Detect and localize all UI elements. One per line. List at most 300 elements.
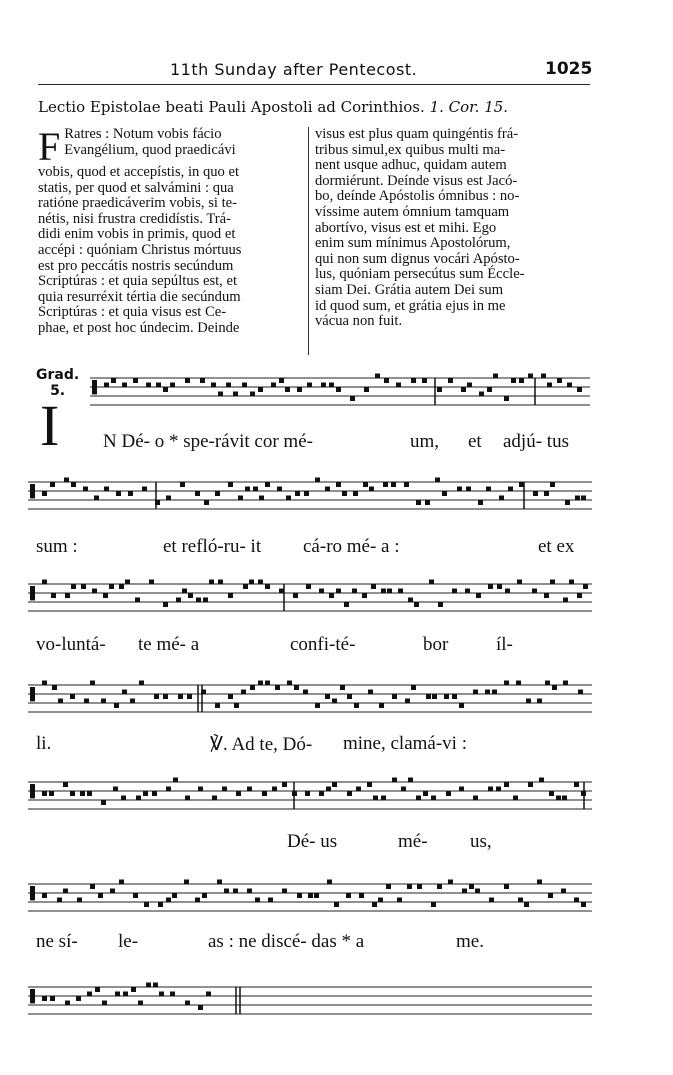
neume-icon: [397, 898, 402, 903]
neume-icon: [583, 584, 588, 589]
epistle-line: accépi : quóniam Christus mórtuus: [38, 241, 242, 258]
neume-icon: [315, 478, 320, 483]
neume-icon: [563, 681, 568, 686]
neume-icon: [250, 685, 255, 690]
neume-icon: [478, 500, 483, 505]
neume-icon: [65, 1001, 70, 1006]
neume-icon: [504, 782, 509, 787]
neume-icon: [488, 787, 493, 792]
lyric-syllables: sum :: [36, 536, 78, 557]
neume-icon: [544, 491, 549, 496]
neume-icon: [329, 593, 334, 598]
neume-icon: [49, 791, 54, 796]
header-rule: [38, 84, 590, 85]
neume-icon: [517, 580, 522, 585]
lyric-syllables: mé-: [398, 831, 428, 852]
neume-icon: [362, 593, 367, 598]
lyric-syllables: íl-: [496, 634, 513, 655]
epistle-line: Scriptúras : et quia visus est Ce-: [38, 304, 227, 321]
neume-icon: [138, 1001, 143, 1006]
neume-icon: [375, 374, 380, 379]
neume-icon: [128, 491, 133, 496]
neume-icon: [92, 589, 97, 594]
epistle-line: didi enim vobis in primis, quod et: [38, 226, 236, 243]
neume-icon: [212, 796, 217, 801]
neume-icon: [513, 796, 518, 801]
neume-icon: [159, 992, 164, 997]
epistle-line: nent usque adhuc, quidam autem: [315, 157, 507, 174]
neume-icon: [87, 992, 92, 997]
neume-icon: [202, 893, 207, 898]
neume-icon: [173, 778, 178, 783]
neume-icon: [340, 685, 345, 690]
epistle-line: Evangélium, quod praedicávi: [64, 141, 236, 158]
neume-icon: [170, 992, 175, 997]
neume-icon: [306, 584, 311, 589]
staff-svg: [28, 874, 592, 934]
page-number: 1025: [545, 59, 593, 79]
neume-icon: [396, 383, 401, 388]
neume-icon: [319, 589, 324, 594]
neume-icon: [392, 694, 397, 699]
epistle-line: vobis, quod et accepístis, in quo et: [38, 164, 240, 180]
neume-icon: [378, 898, 383, 903]
drop-capital: F: [38, 124, 61, 169]
staff-svg: [28, 977, 592, 1037]
epistle-line: tribus simul,ex quibus multi ma-: [315, 141, 506, 158]
neume-icon: [552, 685, 557, 690]
epistle-line: víssime autem ómnium tamquam: [315, 203, 510, 220]
neume-icon: [63, 782, 68, 787]
neume-icon: [125, 580, 130, 585]
neume-icon: [497, 584, 502, 589]
neume-icon: [493, 374, 498, 379]
neume-icon: [115, 992, 120, 997]
neume-icon: [52, 685, 57, 690]
neume-icon: [459, 787, 464, 792]
neume-icon: [549, 791, 554, 796]
neume-icon: [562, 796, 567, 801]
neume-icon: [77, 898, 82, 903]
lyric-syllables: bor: [423, 634, 449, 655]
neume-icon: [111, 378, 116, 383]
neume-icon: [146, 383, 151, 388]
neume-icon: [133, 378, 138, 383]
neume-icon: [133, 893, 138, 898]
gradual-mode: 5.: [50, 383, 66, 399]
neume-icon: [154, 694, 159, 699]
epistle-line: est pro peccátis nostris secúndum: [38, 257, 234, 274]
neume-icon: [156, 383, 161, 388]
neume-icon: [550, 580, 555, 585]
neume-icon: [101, 800, 106, 805]
clef-icon: [30, 586, 35, 600]
neume-icon: [423, 791, 428, 796]
neume-icon: [228, 482, 233, 487]
neume-icon: [201, 690, 206, 695]
neume-icon: [119, 584, 124, 589]
neume-icon: [265, 584, 270, 589]
neume-icon: [166, 496, 171, 501]
neume-icon: [408, 778, 413, 783]
neume-icon: [228, 694, 233, 699]
neume-icon: [198, 1005, 203, 1010]
neume-icon: [407, 884, 412, 889]
neume-icon: [293, 593, 298, 598]
lyric-syllables: et refló-ru- it: [163, 536, 262, 557]
epistle-line: Scriptúras : et quia sepúltus est, et: [38, 273, 238, 290]
neume-icon: [577, 593, 582, 598]
neume-icon: [294, 685, 299, 690]
neume-icon: [569, 580, 574, 585]
neume-icon: [70, 791, 75, 796]
running-title: 11th Sunday after Pentecost.: [170, 60, 418, 79]
clef-icon: [30, 886, 35, 900]
neume-icon: [119, 880, 124, 885]
neume-icon: [198, 787, 203, 792]
neume-icon: [228, 593, 233, 598]
neume-icon: [367, 782, 372, 787]
neume-icon: [243, 584, 248, 589]
neume-icon: [307, 383, 312, 388]
neume-icon: [258, 580, 263, 585]
neume-icon: [325, 487, 330, 492]
neume-icon: [392, 778, 397, 783]
neume-icon: [473, 690, 478, 695]
neume-icon: [567, 383, 572, 388]
neume-icon: [297, 893, 302, 898]
neume-icon: [282, 889, 287, 894]
neume-icon: [369, 487, 374, 492]
neume-icon: [518, 898, 523, 903]
lyric-syllables: et: [468, 431, 482, 452]
chant-staff: [28, 675, 592, 735]
neume-icon: [143, 791, 148, 796]
neume-icon: [286, 496, 291, 501]
neume-icon: [563, 598, 568, 603]
neume-icon: [347, 791, 352, 796]
neume-icon: [499, 496, 504, 501]
chant-staff: [28, 977, 592, 1037]
neume-icon: [258, 387, 263, 392]
neume-icon: [146, 983, 151, 988]
lyric-syllables: vo-luntá-: [36, 634, 106, 655]
neume-icon: [135, 598, 140, 603]
neume-icon: [247, 889, 252, 894]
neume-icon: [103, 593, 108, 598]
neume-icon: [122, 383, 127, 388]
neume-icon: [195, 491, 200, 496]
neume-icon: [163, 602, 168, 607]
epistle-line: nétis, nisi frustra credidístis. Trá-: [38, 210, 231, 227]
neume-icon: [319, 791, 324, 796]
neume-icon: [259, 496, 264, 501]
neume-icon: [94, 496, 99, 501]
neume-icon: [581, 496, 586, 501]
neume-icon: [416, 796, 421, 801]
neume-icon: [416, 500, 421, 505]
neume-icon: [344, 602, 349, 607]
neume-icon: [113, 787, 118, 792]
neume-icon: [236, 791, 241, 796]
neume-icon: [557, 378, 562, 383]
neume-icon: [437, 884, 442, 889]
neume-icon: [411, 685, 416, 690]
neume-icon: [42, 996, 47, 1001]
neume-icon: [504, 681, 509, 686]
neume-icon: [359, 893, 364, 898]
neume-icon: [206, 992, 211, 997]
neume-icon: [444, 694, 449, 699]
neume-icon: [381, 589, 386, 594]
neume-icon: [326, 787, 331, 792]
neume-icon: [565, 500, 570, 505]
neume-icon: [452, 589, 457, 594]
neume-icon: [285, 387, 290, 392]
neume-icon: [404, 482, 409, 487]
neume-icon: [479, 392, 484, 397]
neume-icon: [50, 482, 55, 487]
neume-icon: [574, 782, 579, 787]
neume-icon: [387, 589, 392, 594]
neume-icon: [152, 791, 157, 796]
epistle-line: bo, deínde Apóstolis ómnibus : no-: [315, 188, 520, 205]
neume-icon: [516, 681, 521, 686]
neume-icon: [425, 500, 430, 505]
neume-icon: [577, 387, 582, 392]
neume-icon: [511, 378, 516, 383]
neume-icon: [332, 699, 337, 704]
neume-icon: [354, 703, 359, 708]
neume-icon: [42, 491, 47, 496]
neume-icon: [196, 598, 201, 603]
neume-icon: [336, 387, 341, 392]
neume-icon: [384, 378, 389, 383]
neume-icon: [57, 898, 62, 903]
neume-icon: [545, 681, 550, 686]
neume-icon: [426, 694, 431, 699]
neume-icon: [537, 880, 542, 885]
neume-icon: [533, 491, 538, 496]
neume-icon: [528, 782, 533, 787]
neume-icon: [314, 893, 319, 898]
neume-icon: [581, 791, 586, 796]
neume-icon: [233, 392, 238, 397]
neume-icon: [303, 690, 308, 695]
neume-icon: [414, 602, 419, 607]
neume-icon: [346, 893, 351, 898]
neume-icon: [279, 589, 284, 594]
neume-icon: [95, 987, 100, 992]
neume-icon: [90, 884, 95, 889]
clef-icon: [30, 687, 35, 701]
neume-icon: [486, 487, 491, 492]
neume-icon: [149, 580, 154, 585]
neume-icon: [144, 902, 149, 907]
epistle-line: phae, et post hoc úndecim. Deinde: [38, 319, 240, 336]
neume-icon: [123, 992, 128, 997]
neume-icon: [476, 593, 481, 598]
neume-icon: [438, 602, 443, 607]
neume-icon: [184, 880, 189, 885]
neume-icon: [166, 787, 171, 792]
chant-staff: [28, 874, 592, 934]
neume-icon: [121, 796, 126, 801]
neume-icon: [508, 487, 513, 492]
neume-icon: [462, 889, 467, 894]
lectio-reference: 1. Cor. 15.: [429, 98, 509, 116]
neume-icon: [65, 593, 70, 598]
neume-icon: [363, 482, 368, 487]
clef-icon: [30, 484, 35, 498]
epistle-line: lus, quóniam persecútus sum Éccle-: [315, 266, 525, 283]
neume-icon: [247, 787, 252, 792]
clef-icon: [30, 989, 35, 1003]
lyric-syllables: te mé- a: [138, 634, 200, 655]
neume-icon: [277, 487, 282, 492]
neume-icon: [83, 487, 88, 492]
neume-icon: [550, 482, 555, 487]
neume-icon: [253, 487, 258, 492]
neume-icon: [279, 378, 284, 383]
epistle-line: qui non sum dignus vocári Apósto-: [315, 250, 520, 267]
neume-icon: [153, 983, 158, 988]
neume-icon: [411, 378, 416, 383]
neume-icon: [475, 889, 480, 894]
neume-icon: [336, 589, 341, 594]
neume-icon: [187, 694, 192, 699]
neume-icon: [204, 500, 209, 505]
neume-icon: [282, 782, 287, 787]
neume-icon: [332, 782, 337, 787]
neume-icon: [467, 383, 472, 388]
lyric-syllables: li.: [36, 733, 52, 754]
neume-icon: [209, 580, 214, 585]
neume-icon: [548, 893, 553, 898]
neume-icon: [459, 703, 464, 708]
neume-icon: [304, 491, 309, 496]
neume-icon: [70, 694, 75, 699]
neume-icon: [383, 482, 388, 487]
neume-icon: [172, 893, 177, 898]
neume-icon: [258, 681, 263, 686]
neume-icon: [561, 889, 566, 894]
neume-icon: [265, 482, 270, 487]
neume-icon: [578, 690, 583, 695]
neume-icon: [504, 884, 509, 889]
neume-icon: [102, 1001, 107, 1006]
neume-icon: [51, 593, 56, 598]
neume-icon: [408, 598, 413, 603]
chant-initial: I: [40, 393, 60, 458]
neume-icon: [42, 681, 47, 686]
epistle-line: abortívo, visus est et mihi. Ego: [315, 219, 497, 236]
neume-icon: [492, 690, 497, 695]
epistle-line: id quod sum, et grátia ejus in me: [315, 297, 506, 314]
chant-staff: [28, 772, 592, 832]
neume-icon: [42, 893, 47, 898]
neume-icon: [448, 378, 453, 383]
neume-icon: [188, 593, 193, 598]
neume-icon: [417, 884, 422, 889]
neume-icon: [539, 778, 544, 783]
neume-icon: [401, 787, 406, 792]
neume-icon: [90, 681, 95, 686]
neume-icon: [217, 880, 222, 885]
clef-icon: [92, 380, 97, 394]
neume-icon: [42, 580, 47, 585]
neume-icon: [218, 392, 223, 397]
neume-icon: [224, 889, 229, 894]
neume-icon: [519, 482, 524, 487]
neume-icon: [142, 487, 147, 492]
epistle-line: siam Dei. Grátia autem Dei sum: [315, 281, 504, 298]
chant-staff: [90, 368, 590, 428]
neume-icon: [528, 374, 533, 379]
neume-icon: [84, 699, 89, 704]
column-divider: [308, 127, 309, 355]
chant-staff: [28, 574, 592, 634]
neume-icon: [364, 387, 369, 392]
neume-icon: [116, 491, 121, 496]
neume-icon: [233, 889, 238, 894]
neume-icon: [371, 584, 376, 589]
neume-icon: [158, 902, 163, 907]
lyric-syllables: le-: [118, 931, 139, 952]
neume-icon: [71, 584, 76, 589]
neume-icon: [448, 880, 453, 885]
neume-icon: [287, 681, 292, 686]
lectio-title: Lectio Epistolae beati Pauli Apostoli ad Corinthios.: [38, 98, 425, 116]
neume-icon: [473, 796, 478, 801]
neume-icon: [211, 383, 216, 388]
neume-icon: [466, 487, 471, 492]
neume-icon: [114, 703, 119, 708]
neume-icon: [178, 694, 183, 699]
neume-icon: [271, 383, 276, 388]
neume-icon: [353, 491, 358, 496]
neume-icon: [325, 694, 330, 699]
neume-icon: [437, 387, 442, 392]
neume-icon: [405, 699, 410, 704]
neume-icon: [556, 796, 561, 801]
neume-icon: [379, 703, 384, 708]
neume-icon: [245, 487, 250, 492]
neume-icon: [321, 383, 326, 388]
neume-icon: [71, 482, 76, 487]
neume-icon: [308, 893, 313, 898]
neume-icon: [215, 703, 220, 708]
neume-icon: [180, 482, 185, 487]
neume-icon: [268, 898, 273, 903]
neume-icon: [262, 791, 267, 796]
neume-icon: [295, 491, 300, 496]
neume-icon: [429, 580, 434, 585]
lectio-heading: [38, 98, 508, 116]
neume-icon: [485, 690, 490, 695]
neume-icon: [327, 880, 332, 885]
neume-icon: [76, 996, 81, 1001]
neume-icon: [64, 478, 69, 483]
neume-icon: [457, 487, 462, 492]
neume-icon: [342, 491, 347, 496]
neume-icon: [581, 902, 586, 907]
epistle-right-column: [315, 127, 583, 330]
neume-icon: [519, 378, 524, 383]
neume-icon: [185, 1001, 190, 1006]
neume-icon: [422, 378, 427, 383]
chant-staff: [28, 472, 592, 532]
